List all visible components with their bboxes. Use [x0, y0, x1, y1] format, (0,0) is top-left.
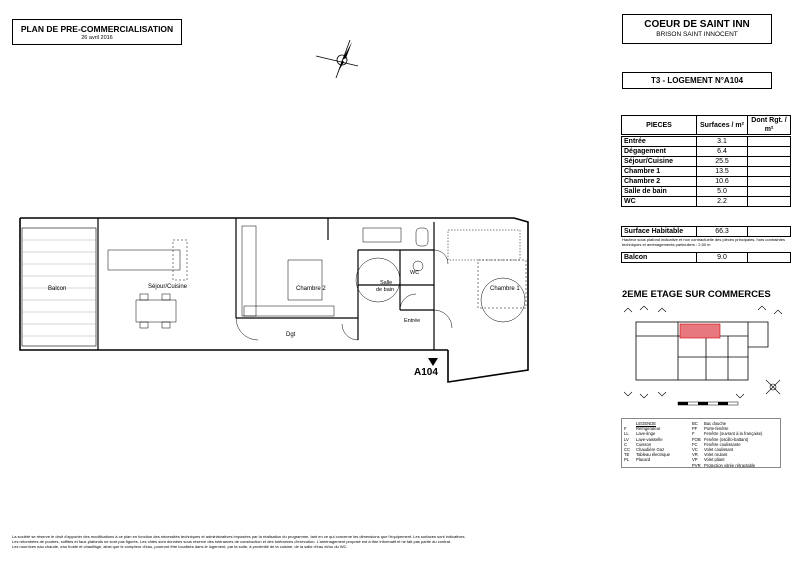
room-area: 25.5: [697, 157, 748, 167]
room-name: Chambre 2: [622, 177, 697, 187]
plan-title: PLAN DE PRE-COMMERCIALISATION: [20, 24, 174, 34]
disclaimer-line: Les retombées de poutres, soffites et faux-plafonds ne sont pas figurés. Les côtes sont données sous réserve des tolérances de construction et des tolérances d'exécution. L'aménagement proposé est à titre informatif et ne fait pas partie du contrat.: [12, 538, 452, 544]
legend-item: FOB Fenêtre (oscillo-battant): [692, 436, 749, 442]
table-row: [622, 187, 791, 197]
legend-item: BC Bac douche: [692, 421, 727, 426]
room-name: Chambre 1: [622, 167, 697, 177]
table-row: [622, 137, 791, 147]
table-row: [622, 177, 791, 187]
balcony-row: [622, 253, 791, 263]
table-row: [622, 157, 791, 167]
legend-item: F Fenêtre (ouvrant à la française): [692, 431, 763, 437]
legend-item: TE Tableau électrique: [624, 452, 670, 458]
legend-item: FC Fenêtre coulissante: [692, 441, 741, 447]
key-compass-icon: [766, 380, 780, 394]
room-label-sejour: Séjour/Cuisine: [148, 284, 188, 290]
legend-item: CC Chaudière Gaz: [624, 447, 665, 453]
legend-item: LL Lave-linge: [624, 431, 656, 437]
legend-item: PL Placard: [624, 457, 651, 463]
room-label-sdb-2: de bain: [376, 287, 395, 293]
table-row: [622, 147, 791, 157]
scale-bar: [678, 402, 738, 405]
room-label-entree: Entrée: [404, 318, 421, 324]
room-area: 6.4: [697, 147, 748, 157]
room-label-balcon: Balcon: [48, 286, 67, 292]
room-area: 10.6: [697, 177, 748, 187]
key-plan: [618, 302, 790, 414]
unit-title: T3 - LOGEMENT N°A104: [650, 76, 744, 85]
legend-item: LEGENDE: [636, 421, 657, 426]
unit-code-label: A104: [414, 367, 438, 378]
disclaimer-line: La société se réserve le droit d'apporter des modifications à ce plan en fonction des nécessités techniques et administratives imposées par la réalisation du programme, tant en ce qui concerne les dimensions que l'équipement. Les surfaces sont indicatives.: [12, 534, 466, 539]
unit-box: [622, 72, 772, 89]
room-name: Séjour/Cuisine: [622, 157, 697, 167]
plan-date: 26 avril 2016: [81, 35, 113, 41]
floor-plan: [18, 210, 540, 400]
table-header-row: [622, 116, 791, 135]
room-name: Salle de bain: [622, 187, 697, 197]
legend-item: C Cuisson: [624, 441, 652, 447]
surface-table: [621, 115, 791, 207]
project-box: [622, 14, 772, 44]
furniture: [108, 226, 526, 328]
legend-item: PF Porte-fenêtre: [692, 426, 729, 432]
legend-item: PVR Protection vitrée rétractable: [692, 462, 756, 468]
project-name: COEUR DE SAINT INN: [644, 19, 750, 30]
habitable-value: 66.3: [697, 227, 748, 237]
room-area: 2.2: [697, 197, 748, 207]
col-storage: Dont Rgt. / m²: [748, 116, 791, 135]
project-location: BRISON SAINT INNOCENT: [656, 31, 738, 38]
disclaimer: [12, 535, 572, 549]
disclaimer-line: Les nourrices eau chaude, eau froide et chauffage, ainsi que le compteur d'eau, pourront être localisés dans le logement, par la suite, à proximité de la cuisine, de la salle d'eau et/ou du WC.: [12, 543, 348, 549]
highlighted-unit: [680, 324, 720, 338]
room-area: 13.5: [697, 167, 748, 177]
balcony-table: [621, 252, 791, 263]
legend-item: VR Volet roulant: [692, 452, 728, 458]
room-label-sdb-1: Salle: [380, 280, 393, 286]
table-row: [622, 167, 791, 177]
legend-item: VP Volet pliant: [692, 457, 725, 463]
room-label-chambre1: Chambre 1: [490, 286, 520, 292]
doors: [236, 250, 452, 340]
room-label-chambre2: Chambre 2: [296, 286, 326, 292]
floor-label: 2EME ETAGE SUR COMMERCES: [622, 289, 771, 300]
habitable-row: [622, 227, 791, 237]
col-rooms: PIECES: [622, 116, 697, 135]
balcony-label: Balcon: [622, 253, 697, 263]
room-area: 5.0: [697, 187, 748, 197]
legend-box: [621, 418, 781, 468]
legend-item: LV Lave-vaisselle: [624, 436, 663, 442]
room-label-dgt: Dgt: [286, 332, 296, 338]
balcony-value: 9.0: [697, 253, 748, 263]
height-note: Hauteur sous plafond indicative et non contractuelle des pièces principales, hors contraintes techniques et aménagements particuliers : 2,50 m: [622, 237, 785, 247]
room-name: Entrée: [622, 137, 697, 147]
compass-icon: [308, 36, 364, 82]
room-name: WC: [622, 197, 697, 207]
entry-arrow-icon: [428, 358, 438, 366]
room-name: Dégagement: [622, 147, 697, 157]
legend-item: F Réfrigérateur: [624, 426, 661, 432]
room-label-wc: WC: [410, 270, 420, 276]
title-box: [12, 19, 182, 45]
table-row: [622, 197, 791, 207]
legend-item: VC Volet coulissant: [692, 447, 734, 453]
col-area: Surfaces / m²: [697, 116, 748, 135]
habitable-table: [621, 226, 791, 237]
habitable-label: Surface Habitable: [622, 227, 697, 237]
room-area: 3.1: [697, 137, 748, 147]
